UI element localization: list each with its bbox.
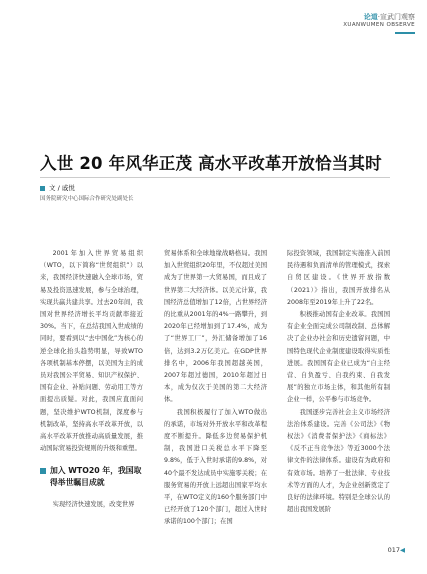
header-accent-bar [395, 32, 415, 34]
paragraph: 贸易体系和全球地缘战略格局。我国加入世贸组织20年里，不仅超过美国成为了世界第一大贸易国，而且成了世界第二大经济体。以美元计算，我国经济总值增加了12倍，占世界经济的比重从2001年的4%一路攀升，到2020年已经增加到了17.4%，成为了“世界工厂”，外汇储备增加了16倍，达到3.2万亿美元。在GDP世界排名中，2006年我国超越英国，2007年超过德国，2010年超过日本，成为仅次于美国的第二大经济体。 [164, 250, 267, 404]
text-column-1 [40, 248, 143, 512]
byline-author: 文 / 戚悦 [49, 184, 75, 192]
paragraph: 我国积极履行了加入WTO做出的承诺，市场对外开放水平和改革程度不断提升。降低多边贸易保护机制，我国进口关税总水平下降至9.8%，低于入世时承诺的9.8%，对40个最不发达成员中实施零关税；在服务贸易的开放上远超出国家平均水平，在WTO定义的160个服务部门中已经开放了120个部门，超过入世时承诺的100个部门；在国 [164, 408, 267, 526]
paragraph: 际投资领域，我国制定实施准入前国民待遇和负面清单的管理模式，探索自贸区建设。《世界开放指数（2021）》指出，我国开放排名从2008年至2019年上升了22名。 [287, 250, 390, 306]
paragraph: 我国逐步完善社会主义市场经济法治体系建设。完善《公司法》《物权法》《消费者保护法》《商标法》《反不正当竞争法》等近3000个法律文件的法律体系。建设有为政府和有效市场。培养了一批法律、专业技术等方面的人才，为企业创新奠定了良好的法律环境。特别是全球公认的超出我国发展阶 [287, 408, 390, 514]
text-column-3 [287, 248, 390, 516]
byline-marker [40, 186, 45, 191]
author-affiliation: 国务院研究中心国际合作研究处副处长 [40, 196, 134, 202]
page-number-arrow: ◀ [400, 546, 405, 554]
column-sep: · [377, 13, 380, 21]
paragraph: 积极推动国有企业改革。我国国有企业全面完成公司制改制、总体解决了企业办社会和历史遗留问题，中国特色现代企业制度建设取得实质性进展。我国国有企业已成为“自主经营、自负盈亏、自我约束、自我发展”的独立市场主体，和其他所有制企业一样，公平参与市场竞争。 [287, 311, 390, 404]
section-heading-text: 加入 WTO20 年，我国取得举世瞩目成就 [50, 466, 142, 488]
title-divider [40, 177, 390, 178]
column-title [364, 12, 415, 22]
section-heading [40, 465, 143, 489]
byline [40, 183, 75, 192]
page-number [388, 546, 405, 554]
page-number-value: 017 [387, 546, 400, 554]
page-header [0, 0, 427, 40]
text-column-2 [164, 248, 267, 529]
column-subtitle: XUANWUMEN OBSERVE [343, 22, 415, 28]
paragraph: 2001年加入世界贸易组织（WTO，以下简称“世贸组织”）以来，我国经济快速融入全球市场，贸易及投资迅速发展，参与全球治理，实现共赢共建共享。过去20年间，我国对世界经济增长平均贡献率接近30%。当下，在总结我国入世成绩的同时，要看到以“去中国化”为核心的逆全球化抬头趋势明显，导致WTO各项机制基本停摆，以美国为主的成员对我国公平贸易、知识产权保护、国有企业、补贴问题、劳动用工等方面提出质疑。对此，我国应直面问题，坚决维护WTO机制，深度参与机制改革，坚持高水平改革开放，以高水平改革开放推动高质量发展，推动国际贸易投资规则的升级和重塑。 [40, 250, 143, 453]
column-name: 宣武门观察 [380, 13, 415, 21]
section-label: 论道 [363, 13, 378, 21]
paragraph: 实现经济快速发展，改变世界 [52, 501, 135, 509]
article-title: 入世 20 年风华正茂 高水平改革开放恰当其时 [40, 154, 382, 173]
heading-marker [40, 468, 46, 474]
